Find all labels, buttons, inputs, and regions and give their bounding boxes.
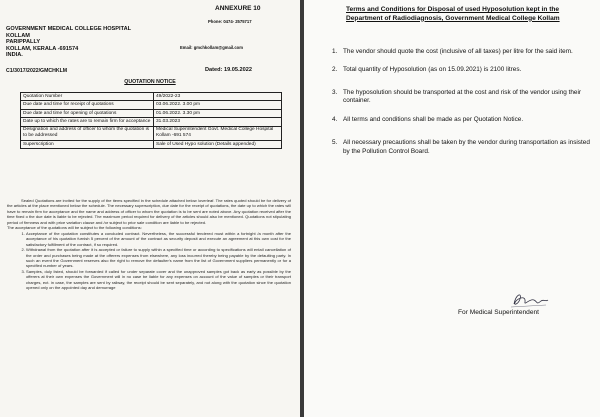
annexure-label: ANNEXURE 10 [215, 5, 261, 12]
table-value: Sale of Used Hypo solution (Details appended) [154, 140, 282, 148]
condition-item: 2. Withdrawal from the quotation after it is accepted or failure to supply within a specified time or according to specifications will entail cancellation of the order and purchases being made at the offerers expenses from elsewhere, any loss incurred thereby being payable by the defaulting party. In such an event the Government reserves also the right to remove the defaulter's name from the list of Government suppliers permanently or for a specified number of years. [26, 247, 291, 269]
intro-paragraph: Sealed Quotations are invited for the supply of the items specified in the schedule attached below /overleaf. The rates quoted should be for delivery of the articles at the place mentioned below the schedule. The necessary superscription, due date for the receipt of quotations, the date up to which the rates will have to remain firm for acceptance and the name and address of officer to whom the quotation is to be sent are noted above. Any quotation received after the time fixed o the due date is liable to be rejected. The maximum period required for delivery of the articles should also be mentioned. Quotations not stipulating period of firmness and with price variation clause and /or subject to prior sale condition are liable to be rejected. [7, 198, 291, 225]
condition-item: 1. Acceptance of the quotation constitutes a concluded contract. Nevertheless, the successful tendered must within a fortnight /a month after the acceptance of his quotation furnish 5 percent of the amount of the contract as security deposit and execute an agreement at this own cost for the satisfactory fulfillment of the contract, if so required. [26, 231, 291, 247]
table-row [21, 101, 282, 109]
table-key: Due date and time for opening of quotations [21, 109, 154, 117]
condition-item: 3. Samples, duly listed, should be forwarded if called for under separate cover and the unapproved samples got back as early as possible by the offerers at their own expenses the Government will in no case be liable for any expenses on account of the value of samples or their transport charges, ect. in case, the samples are sent by railway, the receipt should be sent separately, and not along with the quotation since the quotation opened only on the appointed day and demurrage [26, 269, 291, 291]
term-number: 4. [332, 116, 338, 124]
office-line: KOLLAM, KERALA -691574 [6, 45, 79, 52]
email-address: Email: gmchkollam@gmail.com [180, 45, 243, 50]
office-line: PARIPPALLY [6, 39, 41, 46]
table-key: Date up to which the rates are to remain firm for acceptance [21, 118, 154, 126]
table-row [21, 93, 282, 101]
term-number: 5. [332, 138, 338, 146]
table-value: 31.03.2023 [154, 118, 282, 126]
table-value: 01.06.2022. 3.30 pm [154, 109, 282, 117]
notice-date: Dated: 19.05.2022 [205, 67, 252, 73]
office-line: INDIA. [6, 52, 23, 59]
table-row [21, 118, 282, 126]
terms-list [332, 48, 594, 157]
table-key: Quotation Number [21, 93, 154, 101]
term-text: Total quantity of Hyposolution (as on 15.09.2021) is 2100 litres. [343, 65, 522, 73]
term-number: 2. [332, 65, 338, 73]
table-row [21, 109, 282, 117]
table-value: Medical Superintendent Govt. Medical College Hospital Kollam -691 574 [154, 126, 282, 140]
quotation-details-table [20, 92, 282, 149]
term-text: The hyposolution should be transported at the cost and risk of the vendor using their container. [343, 88, 582, 105]
term-item [332, 48, 594, 57]
term-item [332, 66, 594, 75]
office-line: GOVERNMENT MEDICAL COLLEGE HOSPITAL [6, 26, 132, 32]
reference-number: C1/3017/2022/GMCHKLM [6, 68, 68, 74]
table-value: 49/2022-23 [154, 93, 282, 101]
terms-title: Terms and Conditions for Disposal of used Hyposolution kept in the Department of Radiodiagnosis, Government Medical College Kollam [346, 6, 560, 22]
table-key: Designation and address of officer to whom the quotation is to be addressed [21, 126, 154, 140]
term-number: 3. [332, 88, 338, 96]
notice-title: QUOTATION NOTICE [124, 79, 176, 85]
conditions-intro: The acceptance of the quotations will be subject to the following conditions: [7, 225, 142, 231]
signature-icon [508, 290, 550, 310]
term-item [332, 139, 594, 157]
notice-body [7, 198, 291, 291]
term-item [332, 89, 594, 107]
table-value: 03.06.2022. 3.00 pm [154, 101, 282, 109]
office-address [6, 26, 131, 59]
term-item [332, 116, 594, 125]
terms-conditions-page [304, 0, 600, 417]
term-text: The vendor should quote the cost (inclusive of all taxes) per litre for the said item. [343, 48, 573, 55]
table-row [21, 126, 282, 140]
term-text: All necessary precautions shall be taken by the vendor during transportation as insisted by the Pollution Control Board. [343, 138, 590, 155]
conditions-list [7, 231, 291, 291]
term-number: 1. [332, 48, 338, 55]
table-key: Due date and time for receipt of quotations [21, 101, 154, 109]
table-key: Superscription [21, 140, 154, 148]
signoff-text: For Medical Superintendent [458, 309, 540, 316]
phone-number: Phone: 0474- 2575717 [208, 19, 252, 24]
term-text: All terms and conditions shall be made as per Quotation Notice. [343, 116, 524, 124]
office-line: KOLLAM [6, 32, 30, 39]
table-row [21, 140, 282, 148]
